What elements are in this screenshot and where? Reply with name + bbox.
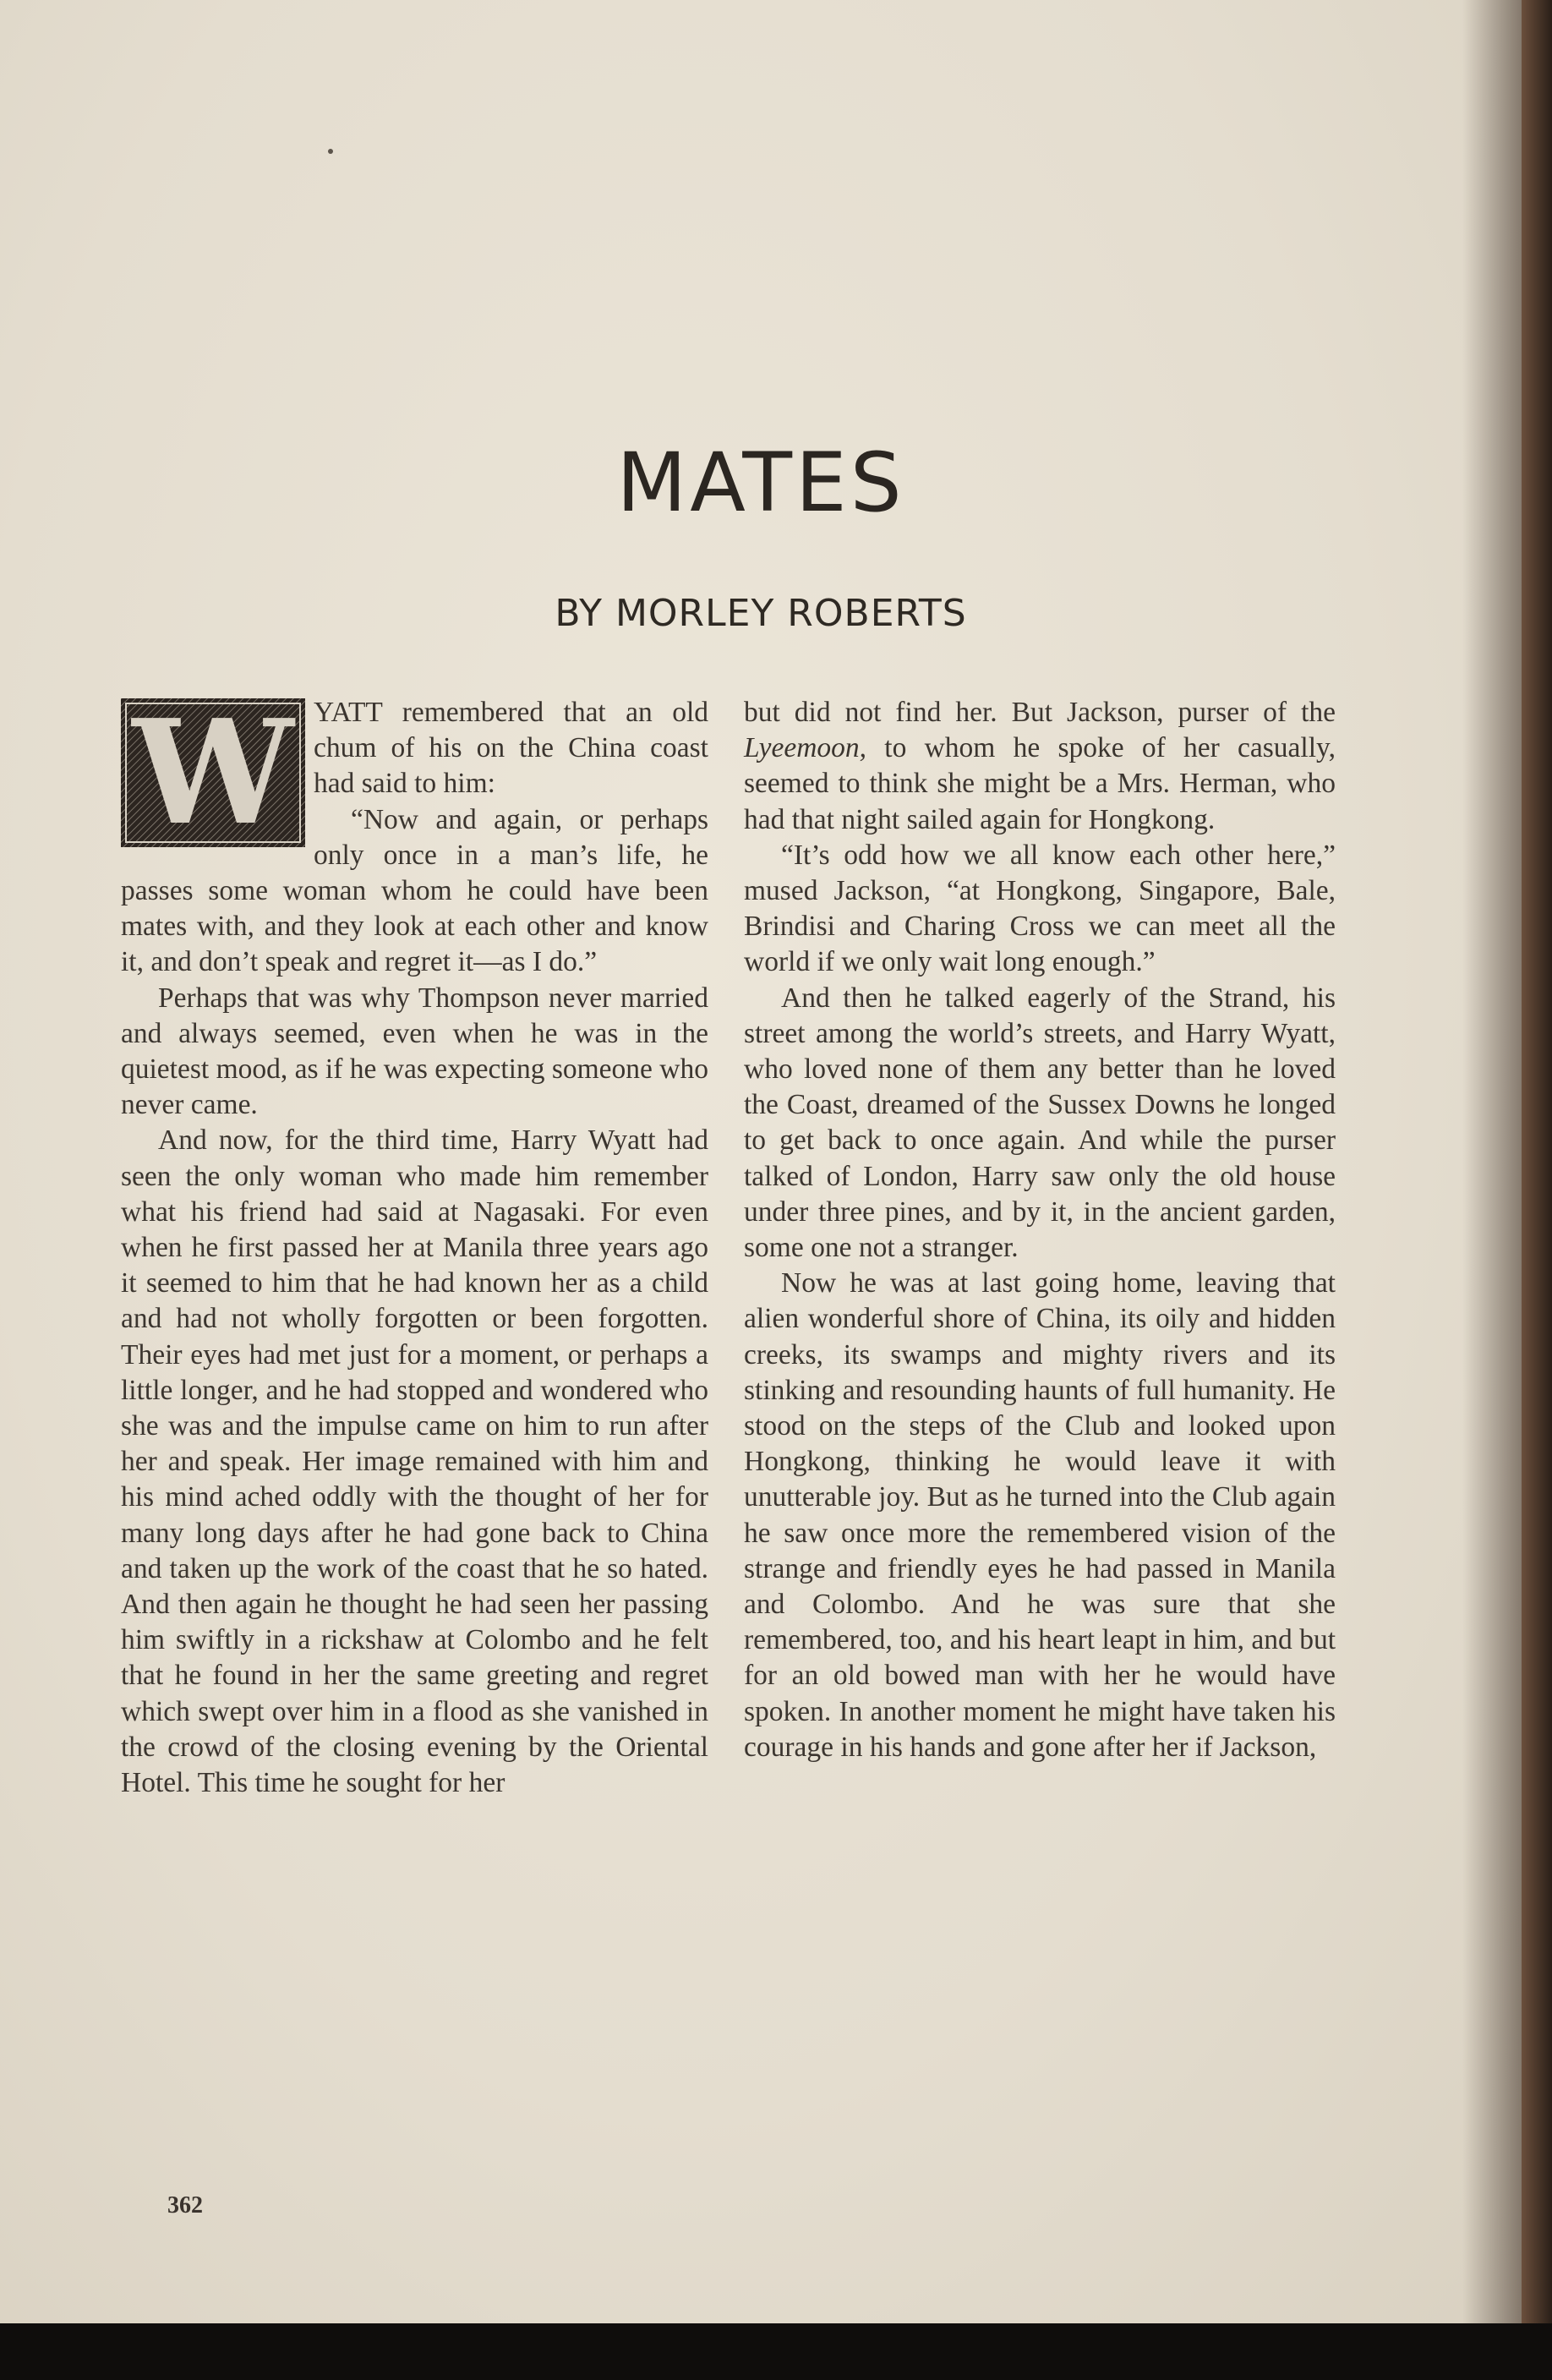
paragraph: Now he was at last going home, leaving that alien wonderful shore of China, its oily and hidden creeks, its swamps and mighty rivers and its stinking and resounding haunts of full humanity. He stood on the steps of the Club and looked upon Hongkong, thinking he would leave it with unutterable joy. But as he turned into the Club again he saw once more the remembered vision of the strange and friendly eyes he had passed in Manila and Colombo. And he was sure that she remembered, too, and his heart leapt in him, and but for an old bowed man with her he would have spoken. In another moment he might have taken his courage in his hands and gone after her if Jackson,: [744, 1267, 1336, 1763]
paragraph: “Now and again, or perhaps only once in a man’s life, he passes some woman whom he could have been mates with, and they look at each other and know it, and don’t speak and regret it—as I do.”: [121, 803, 708, 978]
paragraph-text: but did not find her. But Jackson, purser of the: [744, 697, 1336, 728]
spine-shadow: [1462, 0, 1522, 2323]
right-column: [744, 695, 1336, 1765]
left-column: [121, 688, 708, 1801]
ink-smudge: [328, 149, 333, 154]
paragraph: “It’s odd how we all know each other here,” mused Jackson, “at Hongkong, Singapore, Bale, Brindisi and Charing Cross we can meet all the world if we only wait long enough.”: [744, 839, 1336, 978]
paragraph: And then he talked eagerly of the Strand, his street among the world’s streets, and Harry Wyatt, who loved none of them any better than he loved the Coast, dreamed of the Sussex Downs he longed to get back to once again. And while the purser talked of London, Harry saw only the old house under three pines, and by it, in the ancient garden, some one not a stranger.: [744, 982, 1336, 1264]
scan-border: [0, 2323, 1552, 2380]
dropcap-letter: W: [132, 688, 294, 857]
book-edge: [1522, 0, 1552, 2323]
story-title: MATES: [616, 435, 905, 530]
paragraph: YATT remembered that an old chum of his on the China coast had said to him:: [314, 697, 708, 800]
paragraph-text: to whom he spoke of her casually, seemed to think she might be a Mrs. Herman, who had that night sailed again for Hongkong.: [744, 732, 1336, 835]
paragraph: Perhaps that was why Thompson never married and always seemed, even when he was in the quietest mood, as if he was expecting someone who never came.: [121, 982, 708, 1121]
ship-name: Lyeemoon,: [744, 732, 867, 764]
author-byline: BY MORLEY ROBERTS: [555, 592, 967, 635]
paragraph: [744, 695, 1336, 838]
decorative-dropcap: [121, 688, 305, 857]
paragraph: And now, for the third time, Harry Wyatt had seen the only woman who made him remember what his friend had said at Nagasaki. For even when he first passed her at Manila three years ago it seemed to him that he had known her as a child and had not wholly forgotten or been forgotten. Their eyes had met just for a moment, or perhaps a little longer, and he had stopped and wondered who she was and the impulse came on him to run after her and speak. Her image remained with him and his mind ached oddly with the thought of her for many long days after he had gone back to China and taken up the work of the coast that he so hated. And then again he thought he had seen her passing him swiftly in a rickshaw at Colombo and he felt that he found in her the same greeting and regret which swept over him in a flood as she vanished in the crowd of the closing evening by the Oriental Hotel. This time he sought for her: [121, 1124, 708, 1799]
page-number: 362: [167, 2192, 203, 2219]
